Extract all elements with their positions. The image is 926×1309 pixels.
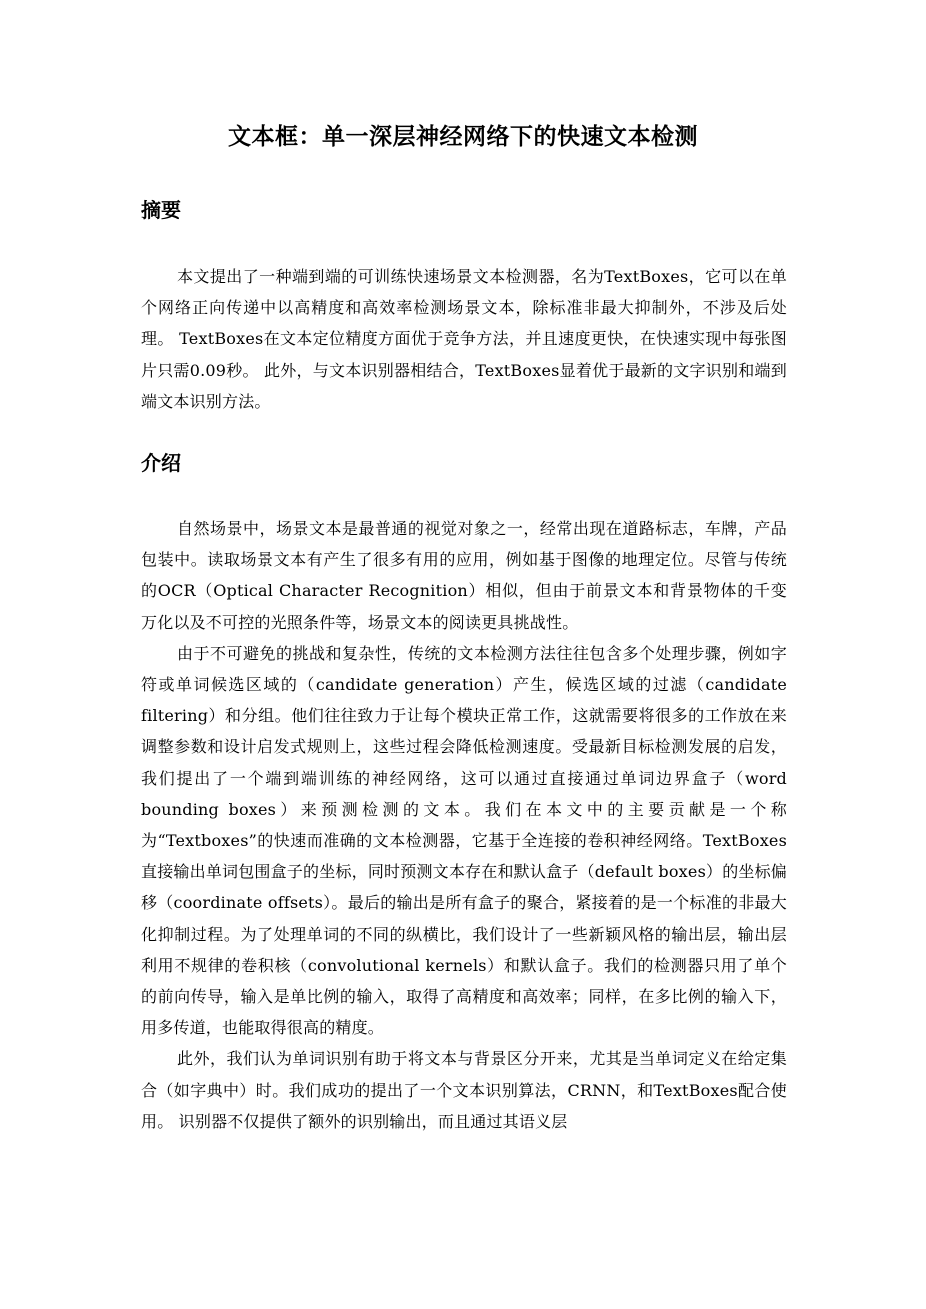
introduction-paragraph-2: 由于不可避免的挑战和复杂性，传统的文本检测方法往往包含多个处理步骤，例如字符或单词候选区域的（candidate generation）产生，候选区域的过滤（candidate filtering）和分组。他们往往致力于让每个模块正常工作，这就需要将很多的工作放在来调整参数和设计启发式规则上，这些过程会降低检测速度。受最新目标检测发展的启发，我们提出了一个端到端训练的神经网络，这可以通过直接通过单词边界盒子（word bounding boxes）来预测检测的文本。我们在本文中的主要贡献是一个称为“Textboxes”的快速而准确的文本检测器，它基于全连接的卷积神经网络。TextBoxes直接输出单词包围盒子的坐标，同时预测文本存在和默认盒子（default boxes）的坐标偏移（coordinate offsets）。最后的输出是所有盒子的聚合，紧接着的是一个标准的非最大化抑制过程。为了处理单词的不同的纵横比，我们设计了一些新颖风格的输出层，输出层利用不规律的卷积核（convolutional kernels）和默认盒子。我们的检测器只用了单个的前向传导，输入是单比例的输入，取得了高精度和高效率；同样，在多比例的输入下，用多传道，也能取得很高的精度。	[141, 643, 787, 1038]
introduction-section-body	[141, 513, 787, 1137]
introduction-paragraph-3: 此外，我们认为单词识别有助于将文本与背景区分开来，尤其是当单词定义在给定集合（如字典中）时。我们成功的提出了一个文本识别算法，CRNN，和TextBoxes配合使用。 识别器不仅提供了额外的识别输出，而且通过其语义层	[141, 1049, 787, 1131]
introduction-paragraph-1: 自然场景中，场景文本是最普通的视觉对象之一，经常出现在道路标志，车牌，产品包装中。读取场景文本有产生了很多有用的应用，例如基于图像的地理定位。尽管与传统的OCR（Optical Character Recognition）相似，但由于前景文本和背景物体的千变万化以及不可控的光照条件等，场景文本的阅读更具挑战性。	[141, 519, 787, 632]
section-heading-abstract: 摘要	[141, 198, 181, 222]
section-heading-introduction: 介绍	[141, 451, 181, 475]
abstract-paragraph: 本文提出了一种端到端的可训练快速场景文本检测器，名为TextBoxes，它可以在单个网络正向传递中以高精度和高效率检测场景文本，除标准非最大抑制外，不涉及后处理。 TextBoxes在文本定位精度方面优于竞争方法，并且速度更快，在快速实现中每张图片只需0.09秒。 此外，与文本识别器相结合，TextBoxes显着优于最新的文字识别和端到端文本识别方法。	[141, 267, 787, 411]
document-title: 文本框：单一深层神经网络下的快速文本检测	[228, 123, 698, 150]
abstract-section-body	[141, 261, 787, 417]
